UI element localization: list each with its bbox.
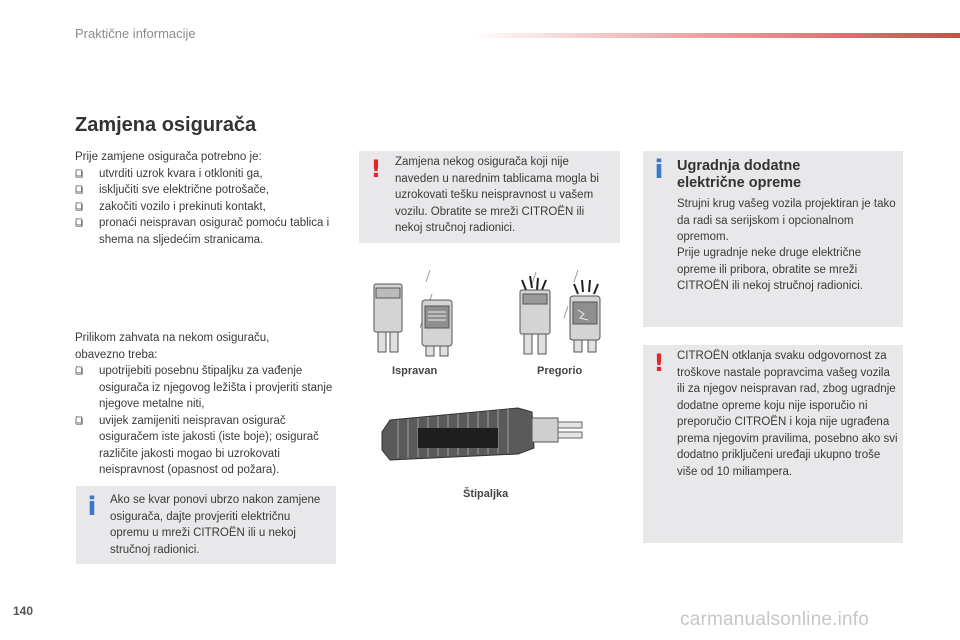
header-accent-bar	[470, 33, 960, 38]
bullet-icon: ❑	[75, 218, 84, 228]
page-number: 140	[13, 604, 34, 618]
list-item: ❑ utvrditi uzrok kvara i otkloniti ga,	[75, 166, 340, 183]
info-icon: i	[87, 492, 97, 522]
warning-box-right	[643, 345, 903, 543]
bullet-icon: ❑	[75, 366, 84, 376]
bullet-icon: ❑	[75, 201, 84, 212]
info-box-right-para1: Strujni krug vašeg vozila projektiran je tako da radi sa serijskom i opcionalnom opremom.	[677, 198, 896, 243]
fuse-illustrations	[360, 262, 620, 362]
procedure-section	[75, 330, 337, 479]
bullet-icon: ❑	[75, 185, 84, 195]
list-item: ❑ uvijek zamijeniti neispravan osigurač osiguračem iste jakosti (iste boje); osigurač različite jakosti mogao bi uzrokovati neispravnost (opasnost od požara).	[75, 414, 319, 476]
bullet-icon: ❑	[75, 415, 84, 426]
page-title: Zamjena osigurača	[75, 114, 257, 136]
intro-section	[75, 149, 340, 248]
warning-box-right-text: CITROËN otklanja svaku odgovornost za troškove nastale popravcima vašeg vozila ili za njegov neispravan rad, zbog ugradnje dodatne opreme koju nije isporučio ni preporučio CITROËN i koja nije ugrađena prema njegovim pravilima, posebno ako svi dodatno priključeni uređaji ukupno troše više od 10 miliampera.	[677, 350, 898, 478]
fuse-puller-label: Štipaljka	[463, 488, 509, 500]
info-box-right-title: Ugradnja dodatne električne opreme	[677, 158, 802, 191]
procedure-list	[75, 363, 337, 479]
warning-box-middle	[359, 151, 620, 243]
intro-lead: Prije zamjene osigurača potrebno je:	[75, 151, 262, 163]
blown-fuse-illustration	[520, 270, 600, 354]
info-icon: i	[654, 155, 664, 185]
list-item: ❑ pronaći neispravan osigurač pomoću tablica i shema na sljedećim stranicama.	[75, 217, 330, 246]
good-fuse-label: Ispravan	[392, 365, 438, 377]
list-item: ❑ isključiti sve električne potrošače,	[75, 182, 340, 199]
intro-list	[75, 166, 340, 249]
procedure-lead-line1: Prilikom zahvata na nekom osiguraču,	[75, 332, 270, 344]
info-box-left-text: Ako se kvar ponovi ubrzo nakon zamjene osigurača, dajte provjeriti električnu opremu u mreži CITROËN ili u nekoj stručnoj radionici.	[110, 494, 321, 556]
good-fuse-illustration	[374, 270, 452, 356]
info-box-right	[643, 151, 903, 327]
watermark: carmanualsonline.info	[680, 609, 870, 630]
warning-icon: !	[370, 155, 382, 183]
list-item: ❑ zakočiti vozilo i prekinuti kontakt,	[75, 199, 340, 216]
blown-fuse-label: Pregorio	[537, 365, 583, 377]
info-box-right-para2: Prije ugradnje neke druge električne opreme ili pribora, obratite se mreži CITROËN ili nekoj stručnoj radionici.	[677, 247, 863, 292]
section-header: Praktične informacije	[75, 26, 196, 41]
fuse-puller-illustration	[378, 398, 588, 478]
warning-box-middle-text: Zamjena nekog osigurača koji nije naveden u narednim tablicama mogla bi uzrokovati tešku neispravnost u vašem vozilu. Obratite se mreži CITROËN ili nekoj stručnoj radionici.	[395, 156, 599, 234]
info-box-left	[76, 486, 336, 564]
list-item: ❑ upotrijebiti posebnu štipaljku za vađenje osigurača iz njegovog ležišta i provjeriti stanje njegove metalne niti,	[75, 365, 333, 410]
procedure-lead-line2: obavezno treba:	[75, 348, 158, 361]
bullet-icon: ❑	[75, 168, 84, 179]
warning-icon: !	[653, 349, 665, 377]
